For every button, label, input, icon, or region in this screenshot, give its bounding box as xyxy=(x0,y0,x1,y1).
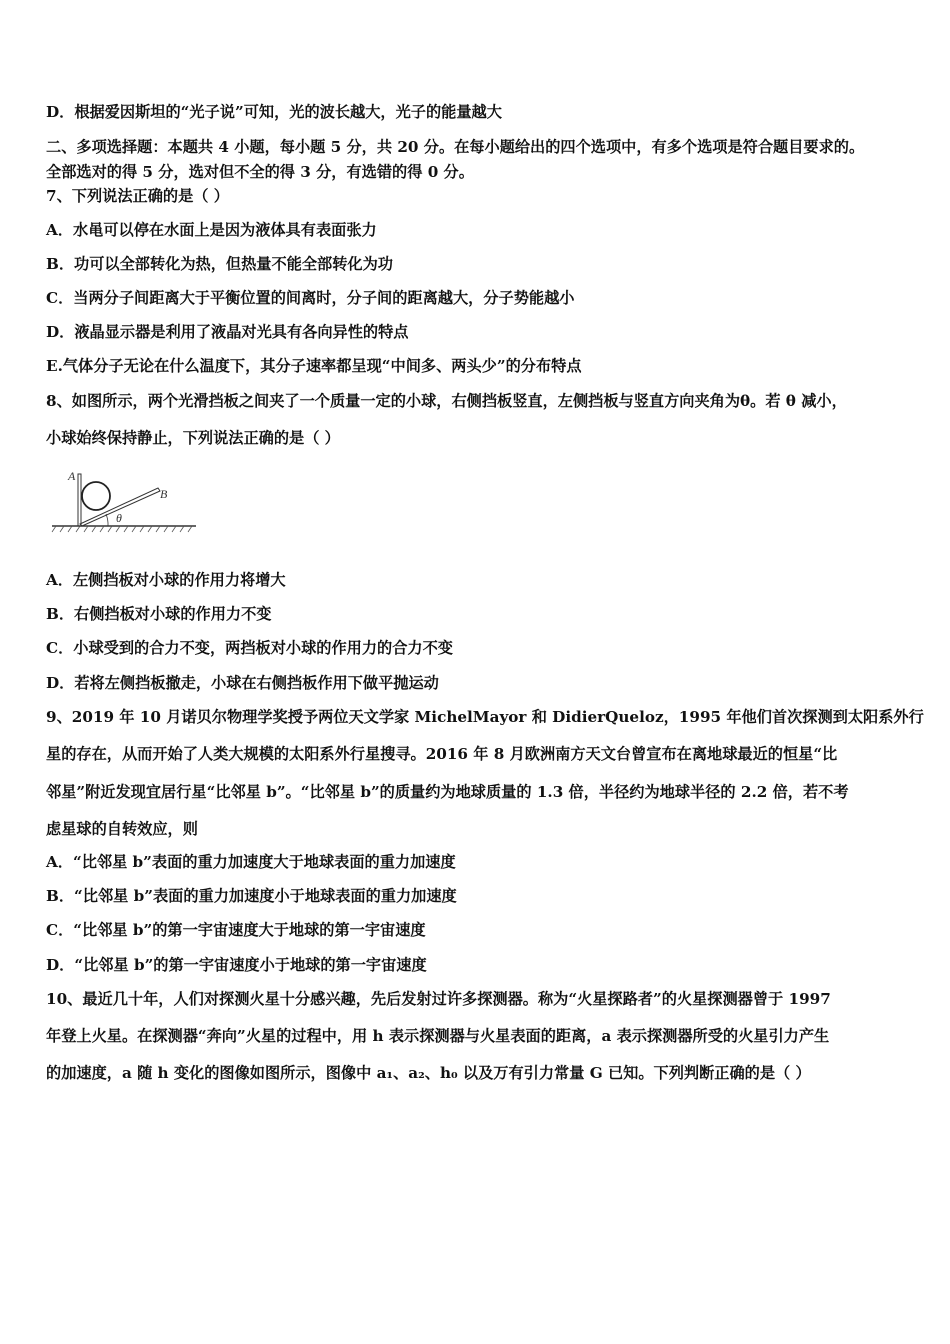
q9-option-b: B．“比邻星 b”表面的重力加速度小于地球表面的重力加速度 xyxy=(46,887,457,905)
label-b: B xyxy=(160,487,168,501)
section-2-scoring: 全部选对的得 5 分，选对但不全的得 3 分，有选错的得 0 分。 xyxy=(46,163,474,181)
q9-option-c: C．“比邻星 b”的第一宇宙速度大于地球的第一宇宙速度 xyxy=(46,921,426,939)
q7-option-a: A．水黾可以停在水面上是因为液体具有表面张力 xyxy=(46,221,377,239)
q7-option-e: E.气体分子无论在什么温度下，其分子速率都呈现“中间多、两头少”的分布特点 xyxy=(46,357,582,375)
q7-option-c: C．当两分子间距离大于平衡位置的间离时，分子间的距离越大，分子势能越小 xyxy=(46,289,575,307)
q7-stem: 7、下列说法正确的是（ ） xyxy=(46,187,229,205)
q10-stem-line1: 10、最近几十年，人们对探测火星十分感兴趣，先后发射过许多探测器。称为“火星探路者”的火星探测器曾于 1997 xyxy=(46,990,831,1008)
ball xyxy=(82,482,110,510)
theta-arc xyxy=(106,514,108,526)
board-a xyxy=(78,474,81,526)
q9-stem-line3: 邻星”附近发现宜居行星“比邻星 b”。“比邻星 b”的质量约为地球质量的 1.3 倍，半径约为地球半径的 2.2 倍，若不考 xyxy=(46,783,849,801)
label-theta: θ xyxy=(116,511,122,525)
q8-stem-line1: 8、如图所示，两个光滑挡板之间夹了一个质量一定的小球，右侧挡板竖直，左侧挡板与竖直方向夹角为θ。若 θ 减小， xyxy=(46,392,847,410)
q9-stem-line4: 虑星球的自转效应，则 xyxy=(46,820,198,838)
q6-option-d: D．根据爱因斯坦的“光子说”可知，光的波长越大，光子的能量越大 xyxy=(46,103,502,121)
q9-stem-line2: 星的存在，从而开始了人类大规模的太阳系外行星搜寻。2016 年 8 月欧洲南方天文台曾宣布在离地球最近的恒星“比 xyxy=(46,745,838,763)
q8-option-d: D．若将左侧挡板撤走，小球在右侧挡板作用下做平抛运动 xyxy=(46,674,439,692)
ground-hatching xyxy=(52,526,192,532)
q7-option-d: D．液晶显示器是利用了液晶对光具有各向异性的特点 xyxy=(46,323,409,341)
q8-option-c: C．小球受到的合力不变，两挡板对小球的作用力的合力不变 xyxy=(46,639,453,657)
q8-figure xyxy=(50,464,200,536)
q9-option-a: A．“比邻星 b”表面的重力加速度大于地球表面的重力加速度 xyxy=(46,853,456,871)
q8-diagram xyxy=(50,464,200,536)
q9-option-d: D．“比邻星 b”的第一宇宙速度小于地球的第一宇宙速度 xyxy=(46,956,427,974)
q10-stem-line3: 的加速度，a 随 h 变化的图像如图所示，图像中 a₁、a₂、h₀ 以及万有引力常量 G 已知。下列判断正确的是（ ） xyxy=(46,1064,811,1082)
q8-option-a: A．左侧挡板对小球的作用力将增大 xyxy=(46,571,286,589)
q8-stem-line2: 小球始终保持静止，下列说法正确的是（ ） xyxy=(46,429,340,447)
label-a: A xyxy=(68,469,76,483)
q10-stem-line2: 年登上火星。在探测器“奔向”火星的过程中，用 h 表示探测器与火星表面的距离，a 表示探测器所受的火星引力产生 xyxy=(46,1027,830,1045)
section-2-header: 二、多项选择题：本题共 4 小题，每小题 5 分，共 20 分。在每小题给出的四个选项中，有多个选项是符合题目要求的。 xyxy=(46,138,865,156)
q8-option-b: B．右侧挡板对小球的作用力不变 xyxy=(46,605,272,623)
q7-option-b: B．功可以全部转化为热，但热量不能全部转化为功 xyxy=(46,255,393,273)
q9-stem-line1: 9、2019 年 10 月诺贝尔物理学奖授予两位天文学家 MichelMayor 和 DidierQueloz，1995 年他们首次探测到太阳系外行 xyxy=(46,708,924,726)
